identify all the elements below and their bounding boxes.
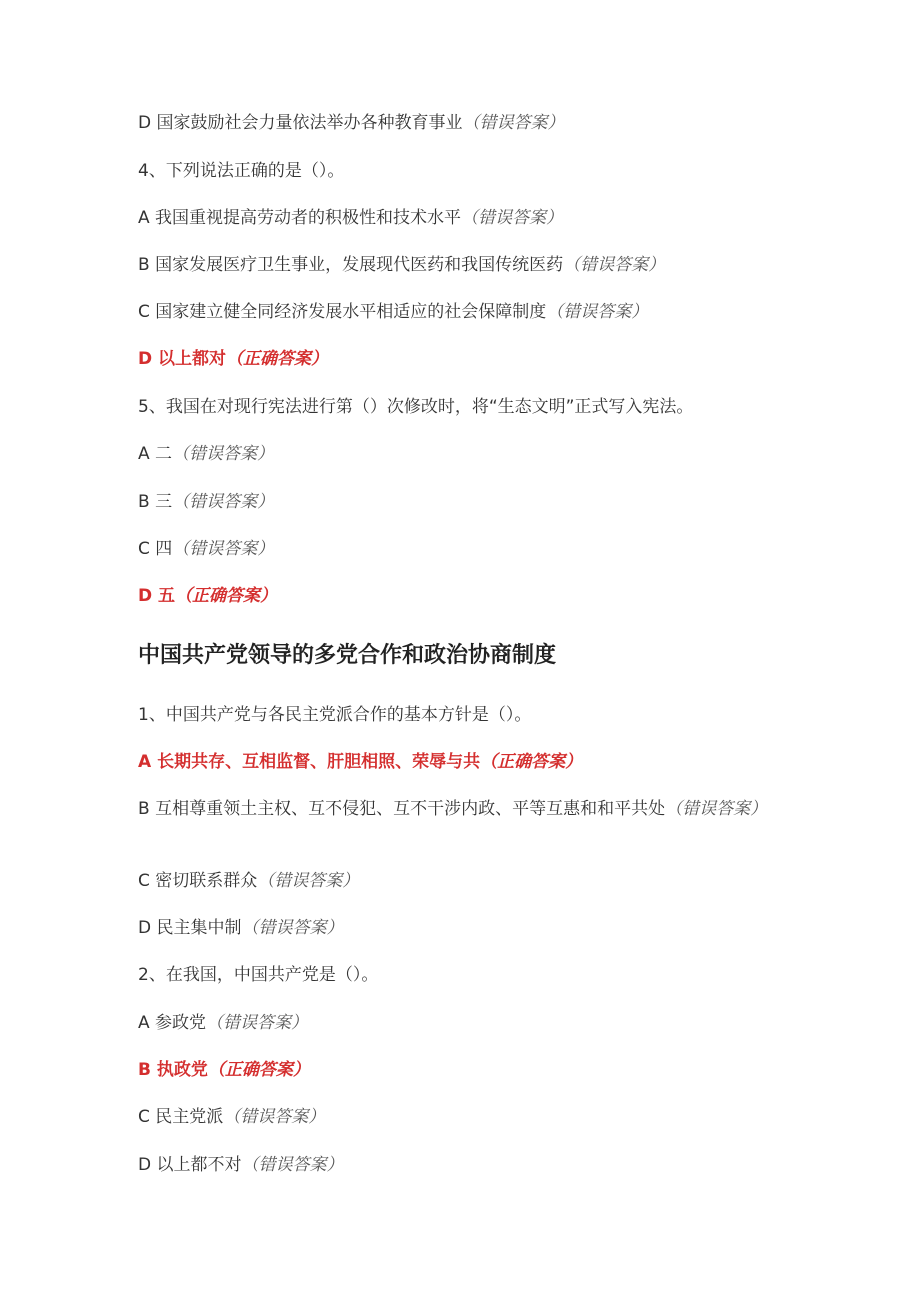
option-text: A 我国重视提高劳动者的积极性和技术水平: [138, 208, 462, 228]
option-line: [138, 537, 798, 561]
option-line: [138, 490, 798, 514]
question-text: 1、中国共产党与各民主党派合作的基本方针是（）。: [138, 705, 532, 725]
question-line: [138, 395, 798, 419]
answer-note: （错误答案）: [241, 918, 344, 938]
answer-note: （正确答案）: [207, 1060, 310, 1080]
option-text: B 互相尊重领土主权、互不侵犯、互不干涉内政、平等互惠和和平共处: [138, 799, 666, 819]
question-text: 4、下列说法正确的是（）。: [138, 161, 345, 181]
correct-option-line: [138, 584, 798, 608]
option-text: C 四: [138, 539, 173, 559]
option-text: A 长期共存、互相监督、肝胆相照、荣辱与共: [138, 752, 481, 772]
option-text: D 国家鼓励社会力量依法举办各种教育事业: [138, 113, 463, 133]
answer-note: （错误答案）: [665, 799, 768, 819]
option-text: D 五: [138, 586, 176, 606]
option-line: [138, 1153, 798, 1177]
option-line: [138, 253, 798, 277]
answer-note: （正确答案）: [226, 349, 329, 369]
option-text: A 参政党: [138, 1013, 207, 1033]
answer-note: （错误答案）: [546, 302, 649, 322]
option-line: [138, 442, 798, 466]
answer-note: （错误答案）: [172, 444, 275, 464]
option-text: B 国家发展医疗卫生事业，发展现代医药和我国传统医药: [138, 255, 564, 275]
answer-note: （错误答案）: [461, 208, 564, 228]
option-text: C 密切联系群众: [138, 871, 258, 891]
answer-note: （错误答案）: [206, 1013, 309, 1033]
question-line: [138, 963, 798, 987]
correct-option-line: [138, 1058, 798, 1082]
option-line: [138, 300, 798, 324]
option-text: C 民主党派: [138, 1107, 224, 1127]
option-line: [138, 869, 798, 893]
answer-note: （正确答案）: [175, 586, 278, 606]
question-line: [138, 159, 798, 183]
option-line: [138, 916, 798, 940]
answer-note: （错误答案）: [172, 492, 275, 512]
option-text: D 民主集中制: [138, 918, 242, 938]
question-text: 2、在我国，中国共产党是（）。: [138, 965, 379, 985]
question-line: [138, 703, 798, 727]
option-line: [138, 797, 790, 821]
answer-note: （错误答案）: [257, 871, 360, 891]
section-heading: 中国共产党领导的多党合作和政治协商制度: [138, 643, 557, 668]
answer-note: （错误答案）: [223, 1107, 326, 1127]
question-text: 5、我国在对现行宪法进行第（）次修改时，将“生态文明”正式写入宪法。: [138, 397, 694, 417]
answer-note: （正确答案）: [480, 752, 583, 772]
option-text: D 以上都对: [138, 349, 227, 369]
option-text: D 以上都不对: [138, 1155, 242, 1175]
correct-option-line: [138, 750, 798, 774]
answer-note: （错误答案）: [172, 539, 275, 559]
option-line: [138, 206, 798, 230]
answer-note: （错误答案）: [563, 255, 666, 275]
answer-note: （错误答案）: [462, 113, 565, 133]
option-text: B 三: [138, 492, 173, 512]
option-text: B 执政党: [138, 1060, 208, 1080]
option-text: A 二: [138, 444, 173, 464]
correct-option-line: [138, 347, 798, 371]
option-line: [138, 1011, 798, 1035]
option-text: C 国家建立健全同经济发展水平相适应的社会保障制度: [138, 302, 547, 322]
answer-note: （错误答案）: [241, 1155, 344, 1175]
option-line: [138, 111, 798, 135]
option-line: [138, 1105, 798, 1129]
